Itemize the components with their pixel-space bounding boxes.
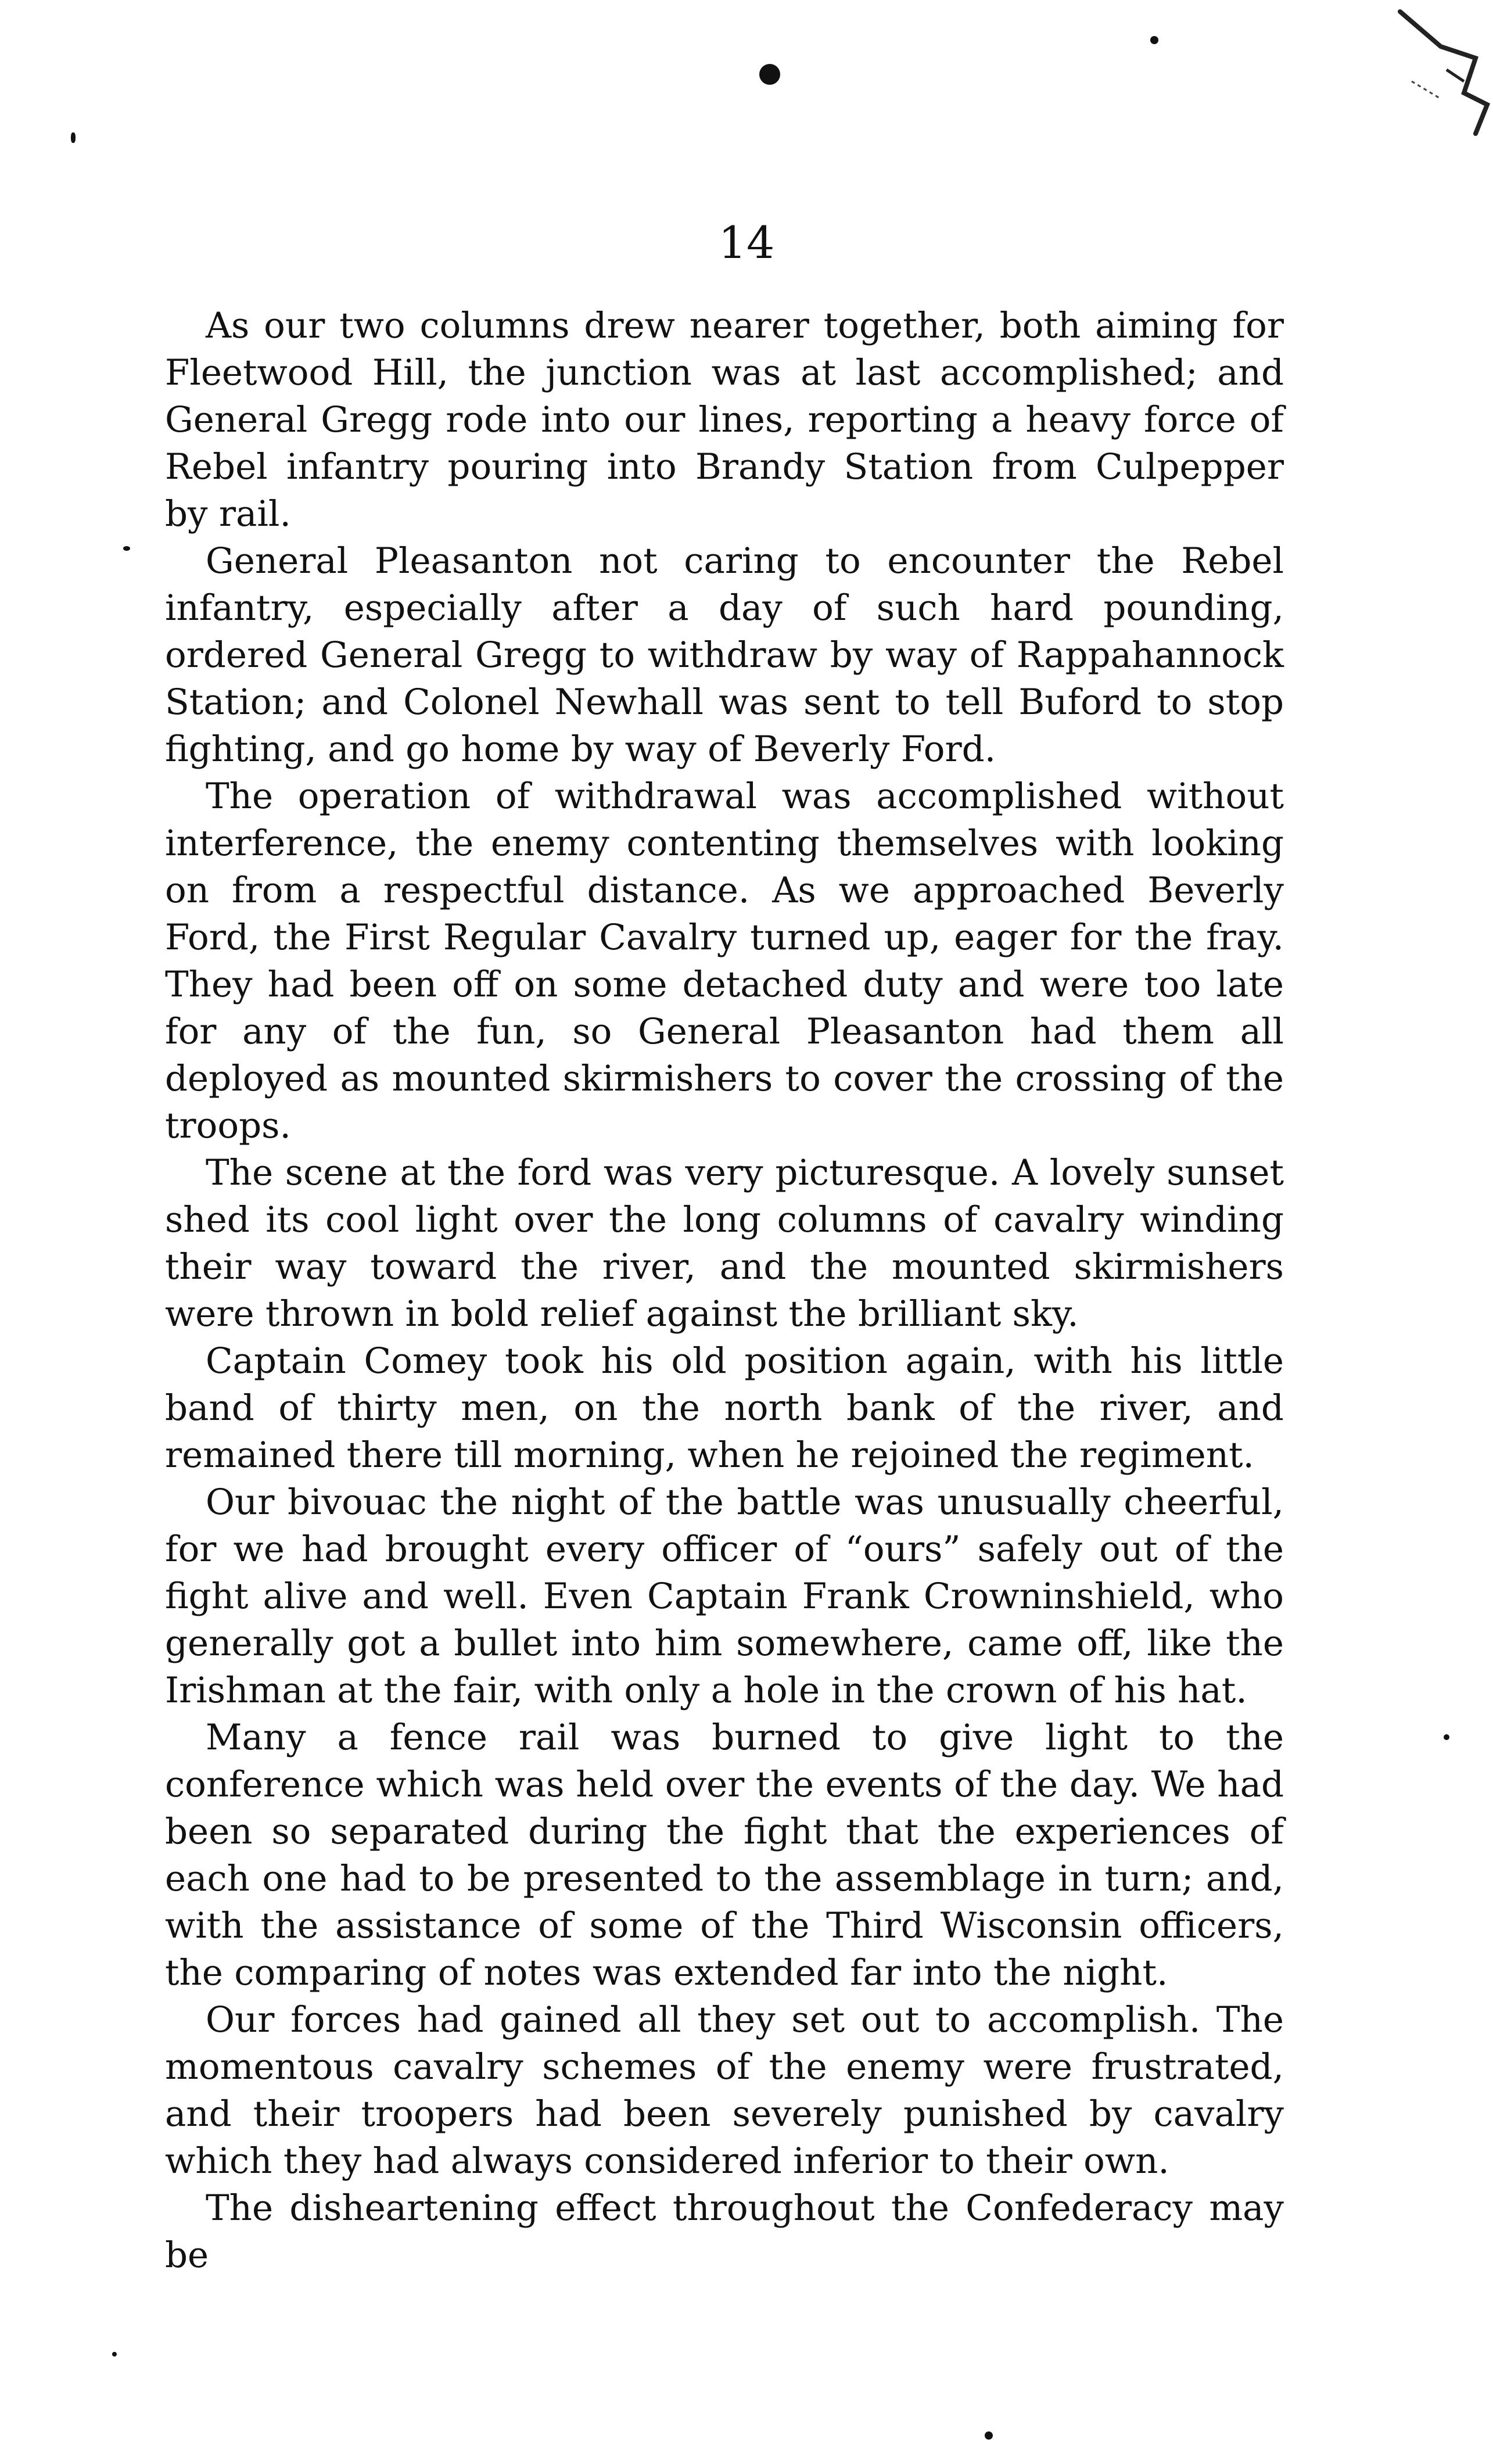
paragraph: Captain Comey took his old position again, with his little band of thirty men, on the north bank of the river, and remained there till morning, when he rejoined the regiment. (165, 1340, 1284, 1476)
paragraph: The operation of withdrawal was accomplished without interference, the enemy contenting themselves with looking on from a respectful distance. As we approached Beverly Ford, the First Regular Cavalry turned up, eager for the fray. They had been off on some detached duty and were too late for any of the fun, so General Pleasanton had them all deployed as mounted skirmishers to cover the crossing of the troops. (165, 776, 1284, 1146)
paragraph: General Pleasanton not caring to encounter the Rebel infantry, especially after a day of such hard pounding, ordered General Gregg to withdraw by way of Rappahannock Station; and Colonel Newhall was sent to tell Buford to stop fighting, and go home by way of Beverly Ford. (165, 540, 1284, 770)
paragraph: Many a fence rail was burned to give light to the conference which was held over the events of the day. We had been so separated during the fight that the experiences of each one had to be presented to the assemblage in turn; and, with the assistance of some of the Third Wisconsin officers, the comparing of notes was extended far into the night. (165, 1717, 1284, 1993)
paragraph: Our bivouac the night of the battle was unusually cheerful, for we had brought every officer of “ours” safely out of the fight alive and well. Even Captain Frank Crowninshield, who generally got a bullet into him somewhere, came off, like the Irishman at the fair, with only a hole in the crown of his hat. (165, 1482, 1284, 1711)
paragraph: The scene at the ford was very picturesque. A lovely sunset shed its cool light over the long columns of cavalry winding their way toward the river, and the mounted skirmishers were thrown in bold relief against the brilliant sky. (165, 1152, 1284, 1335)
page-number: 14 (718, 217, 775, 268)
body-text (165, 302, 1284, 2279)
ink-speck (759, 64, 780, 85)
ink-speck (112, 2352, 117, 2357)
paragraph: The disheartening effect throughout the Confederacy may be (165, 2187, 1284, 2276)
scan-corner-mark (1377, 0, 1493, 174)
ink-speck (1444, 1734, 1449, 1740)
paragraph: As our two columns drew nearer together, both aiming for Fleetwood Hill, the junction was at last accomplished; and General Gregg rode into our lines, reporting a heavy force of Rebel infantry pouring into Brandy Station from Culpepper by rail. (165, 305, 1284, 535)
paragraph: Our forces had gained all they set out to accomplish. The momentous cavalry schemes of the enemy were frustrated, and their troopers had been severely punished by cavalry which they had always considered inferior to their own. (165, 1999, 1284, 2182)
ink-speck (985, 2431, 993, 2440)
ink-speck (1150, 36, 1158, 44)
ink-speck (71, 132, 76, 143)
ink-speck (123, 546, 130, 551)
